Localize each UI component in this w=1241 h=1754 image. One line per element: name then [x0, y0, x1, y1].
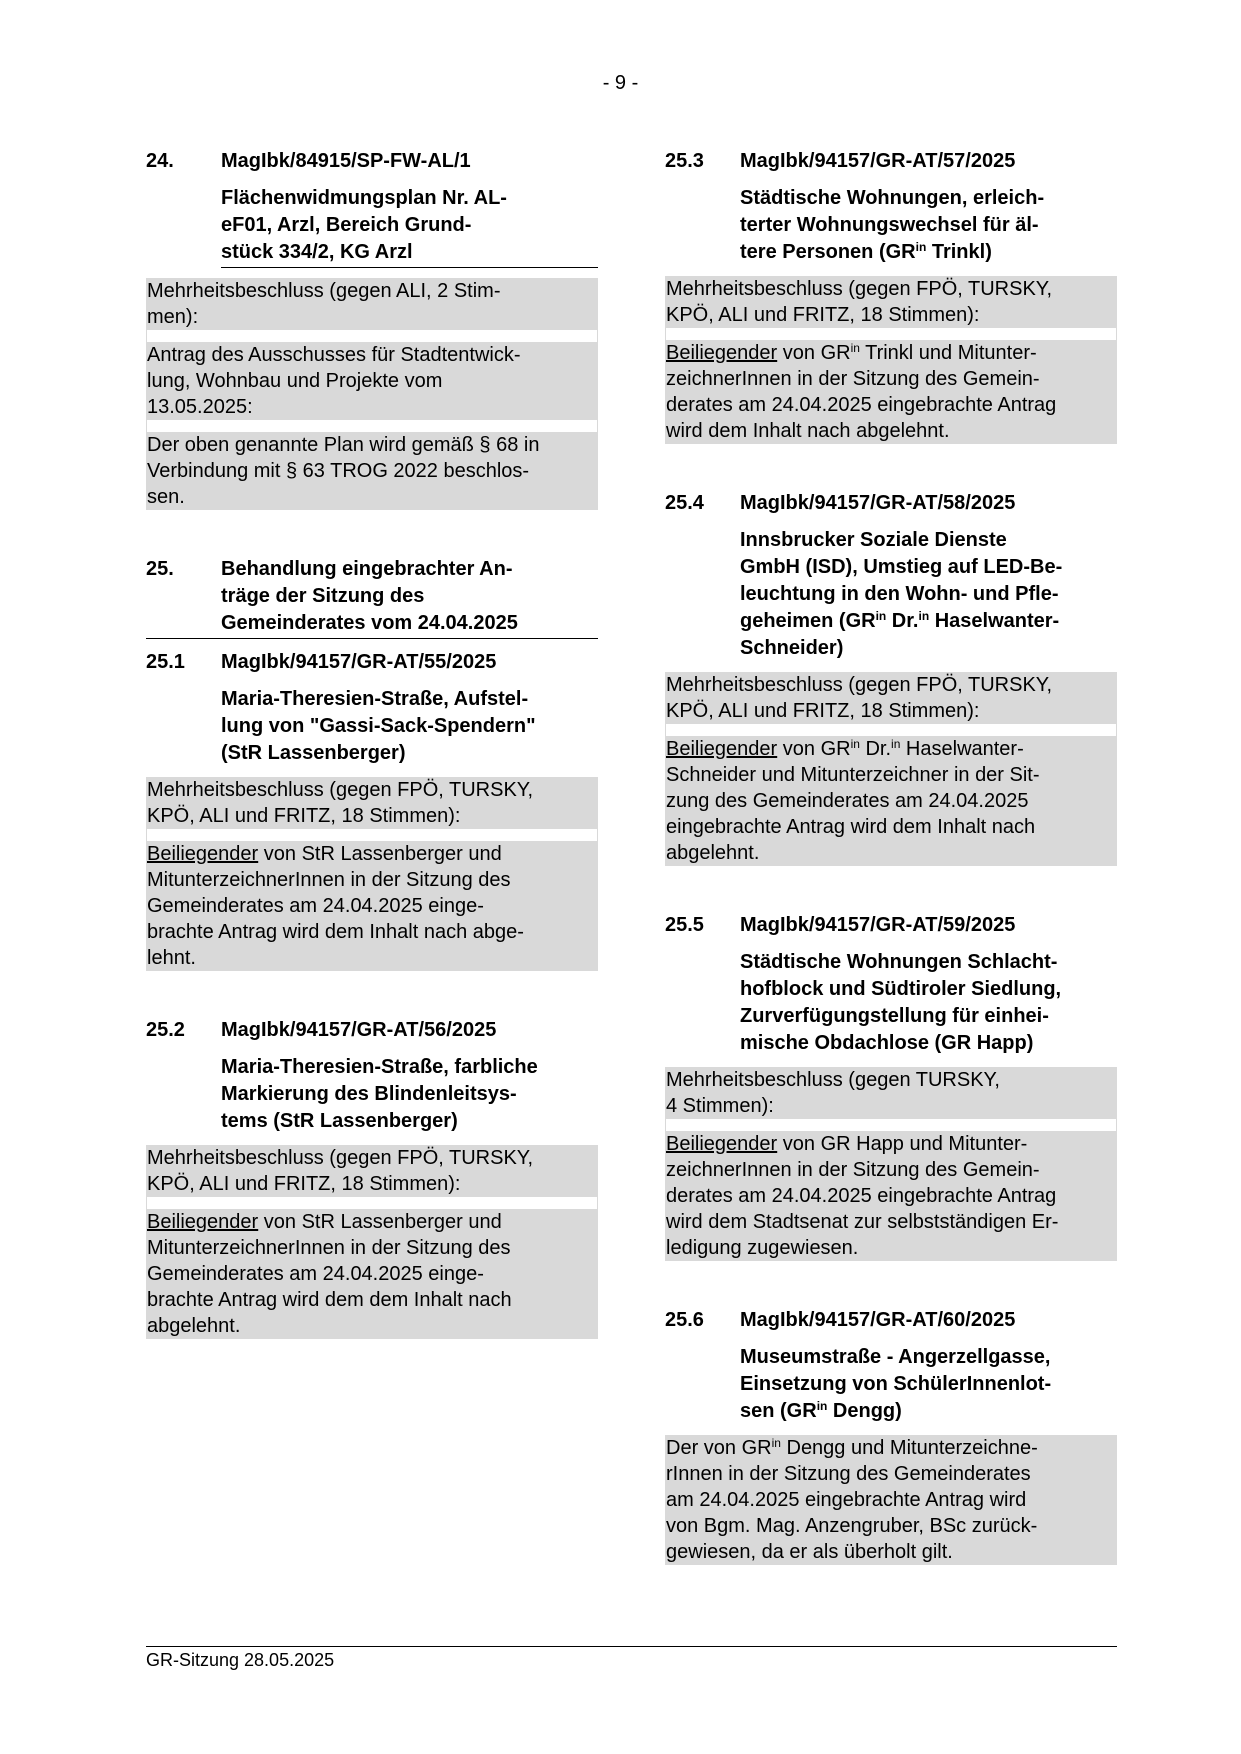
- resolution-box: [146, 278, 598, 510]
- title-line: Flächenwidmungsplan Nr. AL-: [221, 187, 507, 209]
- item-header: [665, 1307, 1117, 1334]
- title-line: [740, 239, 1117, 266]
- resolution-text: Mehrheitsbeschluss (gegen ALI, 2 Stim- men):: [147, 280, 501, 328]
- title-text: geheimen (GR: [740, 610, 876, 632]
- title-line: Städtische Wohnungen, erleich-: [740, 187, 1045, 209]
- title-text: Trinkl): [926, 241, 992, 263]
- resolution-text: Mehrheitsbeschluss (gegen FPÖ, TURSKY, KPÖ, ALI und FRITZ, 18 Stimmen):: [147, 779, 534, 827]
- item-title: [221, 556, 518, 637]
- decision-body: von GR: [777, 738, 851, 760]
- superscript: in: [891, 737, 901, 751]
- decision-body: von StR Lassenberger und MitunterzeichnerInnen in der Sitzung des Gemeinderates am 24.04.2025 einge- brachte Antrag wird dem Inhalt nach abge- lehnt.: [147, 843, 524, 969]
- agenda-item-25-6: [665, 1307, 1117, 1565]
- title-line: leuchtung in den Wohn- und Pfle-: [740, 583, 1059, 605]
- underlined-word: Beiliegender: [666, 1133, 778, 1155]
- item-number: 25.6: [665, 1309, 704, 1331]
- left-column: [146, 148, 598, 1339]
- item-header: [146, 556, 598, 639]
- underlined-word: Beiliegender: [666, 342, 778, 364]
- title-line: eF01, Arzl, Bereich Grund-: [221, 214, 472, 236]
- decision-text: [666, 736, 1116, 866]
- decision-text: [147, 1209, 597, 1339]
- title-text: Dr.: [886, 610, 919, 632]
- title-line: mische Obdachlose (GR Happ): [740, 1032, 1034, 1054]
- title-line: lung von "Gassi-Sack-Spendern": [221, 715, 536, 737]
- item-title: [221, 185, 598, 268]
- resolution-text: Mehrheitsbeschluss (gegen FPÖ, TURSKY, KPÖ, ALI und FRITZ, 18 Stimmen):: [147, 1147, 534, 1195]
- resolution-box: [665, 276, 1117, 444]
- item-header: [665, 490, 1117, 517]
- title-line: [740, 608, 1117, 635]
- title-line: Gemeinderates vom 24.04.2025: [221, 612, 518, 634]
- item-reference: MagIbk/94157/GR-AT/60/2025: [740, 1309, 1016, 1331]
- resolution-text: Mehrheitsbeschluss (gegen FPÖ, TURSKY, KPÖ, ALI und FRITZ, 18 Stimmen):: [666, 278, 1053, 326]
- title-line: Museumstraße - Angerzellgasse,: [740, 1346, 1051, 1368]
- decision-body: Der von GR: [666, 1437, 772, 1459]
- footer-divider: [146, 1646, 1117, 1647]
- underlined-word: Beiliegender: [666, 738, 778, 760]
- agenda-item-25-5: [665, 912, 1117, 1261]
- superscript: in: [771, 1436, 781, 1450]
- decision-text: [666, 340, 1116, 444]
- agenda-item-25-2: [146, 1017, 598, 1339]
- underlined-word: Beiliegender: [147, 1211, 259, 1233]
- agenda-item-25-1: [146, 649, 598, 971]
- title-line: GmbH (ISD), Umstieg auf LED-Be-: [740, 556, 1063, 578]
- title-line: Maria-Theresien-Straße, farbliche: [221, 1056, 538, 1078]
- decision-text: [666, 1131, 1116, 1261]
- title-text: tere Personen (GR: [740, 241, 916, 263]
- agenda-item-25-3: [665, 148, 1117, 444]
- title-line: (StR Lassenberger): [221, 742, 406, 764]
- superscript: in: [875, 609, 887, 623]
- decision-body: Dengg und Mitunterzeichne- rInnen in der Sitzung des Gemeinderates am 24.04.2025 eingebrachte Antrag wird von Bgm. Mag. Anzengruber, BSc zurück- gewiesen, da er als überholt gilt.: [666, 1437, 1038, 1563]
- title-line: Einsetzung von SchülerInnenlot-: [740, 1373, 1052, 1395]
- item-title: [740, 949, 1117, 1057]
- title-line: stück 334/2, KG Arzl: [221, 241, 413, 263]
- item-reference: MagIbk/94157/GR-AT/58/2025: [740, 492, 1016, 514]
- item-reference: MagIbk/94157/GR-AT/55/2025: [221, 651, 497, 673]
- title-line: [740, 1398, 1117, 1425]
- item-title: [740, 527, 1117, 662]
- item-title: [740, 1344, 1117, 1425]
- title-line: Innsbrucker Soziale Dienste: [740, 529, 1007, 551]
- decision-body: Trinkl und Mitunter- zeichnerInnen in der Sitzung des Gemein- derates am 24.04.2025 eingebrachte Antrag wird dem Inhalt nach abgelehnt.: [666, 342, 1057, 442]
- title-line: tems (StR Lassenberger): [221, 1110, 458, 1132]
- title-line: terter Wohnungswechsel für äl-: [740, 214, 1039, 236]
- item-title: [221, 1054, 598, 1135]
- decision-text: Der oben genannte Plan wird gemäß § 68 in Verbindung mit § 63 TROG 2022 beschlos- sen.: [147, 434, 540, 508]
- decision-body: Haselwanter- Schneider und Mitunterzeichner in der Sit- zung des Gemeinderates am 24.04.2025 eingebrachte Antrag wird dem Inhalt nach abgelehnt.: [666, 738, 1040, 864]
- superscript: in: [850, 341, 860, 355]
- title-line: Markierung des Blindenleitsys-: [221, 1083, 517, 1105]
- resolution-text: Mehrheitsbeschluss (gegen TURSKY, 4 Stimmen):: [666, 1069, 1000, 1117]
- item-reference: MagIbk/94157/GR-AT/56/2025: [221, 1019, 497, 1041]
- title-line: träge der Sitzung des: [221, 585, 425, 607]
- motion-text: Antrag des Ausschusses für Stadtentwick- lung, Wohnbau und Projekte vom 13.05.2025:: [147, 344, 521, 418]
- resolution-box: [665, 1067, 1117, 1261]
- item-header: [665, 148, 1117, 175]
- title-line: Städtische Wohnungen Schlacht-: [740, 951, 1058, 973]
- item-number: 24.: [146, 150, 174, 172]
- superscript: in: [816, 1399, 828, 1413]
- superscript: in: [915, 240, 927, 254]
- right-column: [665, 148, 1117, 1565]
- decision-body: von GR: [777, 342, 851, 364]
- decision-text: [147, 841, 597, 971]
- footer-text: GR-Sitzung 28.05.2025: [146, 1650, 335, 1670]
- item-header: [146, 649, 598, 676]
- item-title: [221, 686, 598, 767]
- title-line: Schneider): [740, 637, 844, 659]
- title-line: Behandlung eingebrachter An-: [221, 558, 513, 580]
- item-header: [146, 148, 598, 175]
- resolution-box: [665, 672, 1117, 866]
- superscript: in: [918, 609, 930, 623]
- resolution-box: [665, 1435, 1117, 1565]
- item-number: 25.3: [665, 150, 704, 172]
- title-text: Haselwanter-: [929, 610, 1060, 632]
- title-line: Zurverfügungstellung für einhei-: [740, 1005, 1049, 1027]
- title-line: hofblock und Südtiroler Siedlung,: [740, 978, 1062, 1000]
- item-reference: MagIbk/84915/SP-FW-AL/1: [221, 150, 471, 172]
- item-number: 25.5: [665, 914, 704, 936]
- item-number: 25.: [146, 558, 174, 580]
- title-text: Dengg): [827, 1400, 902, 1422]
- decision-body: Dr.: [859, 738, 892, 760]
- agenda-item-25-4: [665, 490, 1117, 866]
- item-header: [665, 912, 1117, 939]
- decision-text: [666, 1435, 1116, 1565]
- item-number: 25.4: [665, 492, 704, 514]
- underlined-word: Beiliegender: [147, 843, 259, 865]
- resolution-box: [146, 777, 598, 971]
- title-text: sen (GR: [740, 1400, 817, 1422]
- item-number: 25.2: [146, 1019, 185, 1041]
- decision-body: von StR Lassenberger und MitunterzeichnerInnen in der Sitzung des Gemeinderates am 24.04.2025 einge- brachte Antrag wird dem dem Inhalt nach abgelehnt.: [147, 1211, 512, 1337]
- resolution-text: Mehrheitsbeschluss (gegen FPÖ, TURSKY, KPÖ, ALI und FRITZ, 18 Stimmen):: [666, 674, 1053, 722]
- agenda-item-24: [146, 148, 598, 510]
- superscript: in: [850, 737, 860, 751]
- page-number: - 9 -: [602, 72, 639, 94]
- title-line: Maria-Theresien-Straße, Aufstel-: [221, 688, 529, 710]
- item-reference: MagIbk/94157/GR-AT/57/2025: [740, 150, 1016, 172]
- item-reference: MagIbk/94157/GR-AT/59/2025: [740, 914, 1016, 936]
- resolution-box: [146, 1145, 598, 1339]
- decision-body: von GR Happ und Mitunter- zeichnerInnen in der Sitzung des Gemein- derates am 24.04.2025 eingebrachte Antrag wird dem Stadtsenat zur selbstständigen Er- ledigung zugewiesen.: [666, 1133, 1059, 1259]
- item-number: 25.1: [146, 651, 185, 673]
- agenda-item-25: [146, 556, 598, 639]
- item-title: [740, 185, 1117, 266]
- item-header: [146, 1017, 598, 1044]
